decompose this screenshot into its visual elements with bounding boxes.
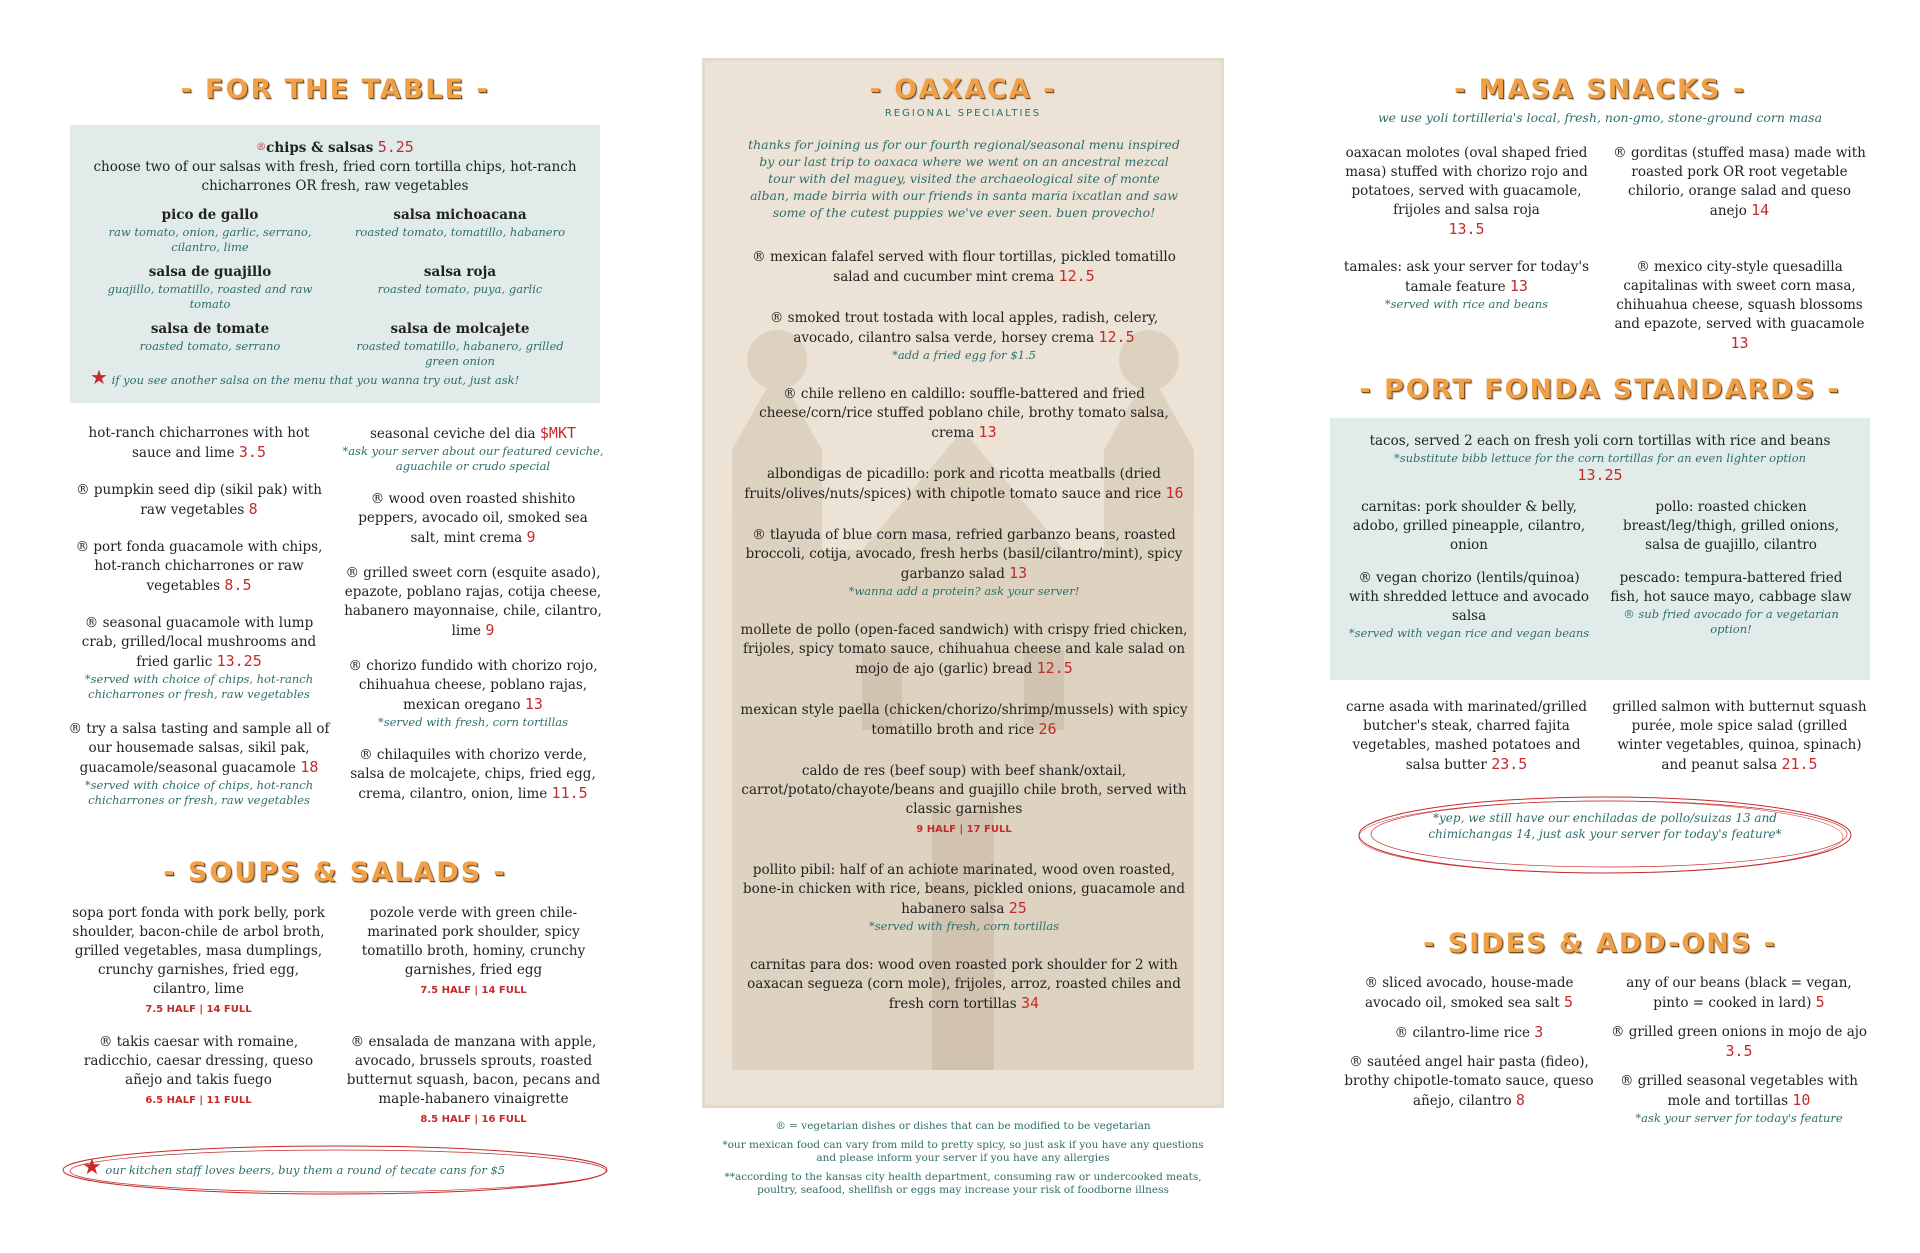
- enchiladas-note: *yep, we still have our enchiladas de pollo/suizas 13 and chimichangas 14, just ask your server for today's feature*: [1428, 811, 1782, 841]
- taco-filling: [1607, 569, 1855, 641]
- item-text: oaxacan molotes (oval shaped fried masa) stuffed with chorizo rojo and potatoes, served with guacamole, frijoles and salsa roja: [1345, 145, 1588, 218]
- menu-item: [740, 465, 1188, 504]
- item-text: seasonal ceviche del dia: [369, 426, 536, 442]
- item-price: 13: [1509, 277, 1528, 295]
- footer-line: *our mexican food can vary from mild to pretty spicy, so just ask if you have any questions and please inform your server if you have any allergies: [722, 1139, 1204, 1164]
- item-text: hot-ranch chicharrones with hot sauce and lime: [88, 425, 310, 461]
- menu-item: [342, 564, 604, 641]
- soup-item: [68, 1033, 329, 1129]
- item-text: mexican style paella (chicken/chorizo/shrimp/mussels) with spicy tomatillo broth and rice: [740, 702, 1188, 738]
- item-price: 23.5: [1491, 755, 1528, 773]
- salsa-item: [95, 206, 325, 255]
- item-text: ® port fonda guacamole with chips, hot-ranch chicharrones or raw vegetables: [75, 539, 323, 594]
- salsa-item: [95, 320, 325, 369]
- item-text: ® sliced avocado, house-made avocado oil, smoked sea salt: [1364, 975, 1574, 1011]
- salsa-desc: roasted tomatillo, habanero, grilled green onion: [356, 339, 564, 368]
- item-price: 11.5: [551, 784, 588, 802]
- side-item: [1338, 1053, 1600, 1111]
- menu-item: [740, 385, 1188, 443]
- star-icon: ★: [82, 1155, 102, 1180]
- item-price: 14: [1751, 201, 1770, 219]
- main-item: [1338, 698, 1595, 775]
- item-price: 5: [1815, 993, 1825, 1011]
- item-text: carnitas para dos: wood oven roasted pork shoulder for 2 with oaxacan segueza (corn mole), frijoles, arroz, roasted chiles and fresh corn tortillas: [747, 957, 1181, 1012]
- item-price: 3: [1534, 1023, 1544, 1041]
- salsa-name: salsa roja: [423, 264, 497, 280]
- item-text: caldo de res (beef soup) with beef shank/oxtail, carrot/potato/chayote/beans and guajillo chile broth, served with classic garnishes: [741, 763, 1187, 817]
- masa-item: [1611, 258, 1868, 354]
- menu-item: [740, 762, 1188, 839]
- item-text: tamales: ask your server for today's tamale feature: [1343, 259, 1590, 295]
- oaxaca-subtitle: REGIONAL SPECIALTIES: [884, 108, 1042, 119]
- item-text: pollito pibil: half of an achiote marinated, wood oven roasted, bone-in chicken with rice, beans, pickled onions, guacamole and habanero salsa: [743, 862, 1185, 917]
- menu-item: [740, 309, 1188, 363]
- menu-item: [342, 490, 604, 548]
- item-price: 3.5: [1725, 1042, 1753, 1060]
- item-price: 13.5: [1448, 220, 1485, 238]
- menu-item: [68, 424, 330, 463]
- taco-fillings-grid: [1345, 498, 1855, 641]
- item-price: 7.5 HALF | 14 FULL: [420, 985, 527, 996]
- menu-item: [740, 861, 1188, 934]
- chips-price: 5.25: [377, 138, 414, 156]
- item-text: ® mexico city-style quesadilla capitalinas with sweet corn masa, chihuahua cheese, squash blossoms and epazote, served with guacamole: [1614, 259, 1865, 332]
- item-text: ® sautéed angel hair pasta (fideo), brothy chipotle-tomato sauce, queso añejo, cilantro: [1344, 1054, 1594, 1109]
- salsa-desc: roasted tomato, tomatillo, habanero: [354, 225, 566, 239]
- salsa-name: pico de gallo: [161, 207, 259, 223]
- item-note: *substitute bibb lettuce for the corn tortillas for an even lighter option: [1393, 451, 1807, 465]
- menu-item: [740, 621, 1188, 679]
- taco-filling: [1345, 498, 1593, 555]
- item-note: *ask your server about our featured ceviche, aguachile or crudo special: [342, 444, 604, 473]
- footer-line: **according to the kansas city health department, consuming raw or undercooked meats, poultry, seafood, shellfish or eggs may increase your risk of foodborne illness: [724, 1171, 1202, 1196]
- item-price: 26: [1038, 720, 1057, 738]
- item-text: ® takis caesar with romaine, radicchio, caesar dressing, queso añejo and takis fuego: [83, 1034, 314, 1088]
- side-item: [1608, 1072, 1870, 1126]
- item-price: 12.5: [1098, 328, 1135, 346]
- salsa-desc: roasted tomato, serrano: [139, 339, 281, 353]
- salsa-item: [345, 263, 575, 312]
- item-price: 18: [300, 758, 319, 776]
- item-price: 9: [526, 528, 536, 546]
- item-text: ® gorditas (stuffed masa) made with roasted pork OR root vegetable chilorio, orange salad and queso anejo: [1613, 145, 1866, 219]
- menu-item: [740, 248, 1188, 287]
- item-text: ® grilled green onions in mojo de ajo: [1610, 1024, 1868, 1040]
- menu-item: [740, 701, 1188, 740]
- item-text: sopa port fonda with pork belly, pork shoulder, bacon-chile de arbol broth, grilled vegetables, masa dumplings, crunchy garnishes, fried egg, cilantro, lime: [72, 905, 325, 997]
- masa-item: [1611, 144, 1868, 240]
- item-text: mollete de pollo (open-faced sandwich) with crispy fried chicken, frijoles, spicy tomato sauce, chihuahua cheese and kale salad on mojo de ajo (garlic) bread: [740, 622, 1188, 677]
- star-icon: ★: [90, 365, 108, 389]
- item-text: tacos, served 2 each on fresh yoli corn tortillas with rice and beans: [1369, 433, 1831, 449]
- oaxaca-intro: thanks for joining us for our fourth regional/seasonal menu inspired by our last trip to oaxaca where we went on an ancestral mezcal tour with del maguey, visited the archaeological site of monte alban, made birria with our friends in santa maria ixcatlan and saw some of the cutest puppies we've ever seen. buen provecho!: [748, 137, 1180, 220]
- item-text: ® chilaquiles with chorizo verde, salsa de molcajete, chips, fried egg, crema, cilantro, onion, lime: [350, 747, 596, 802]
- taco-filling: [1607, 498, 1855, 555]
- item-price: 8.5 HALF | 16 FULL: [420, 1114, 527, 1125]
- item-text: ® cilantro-lime rice: [1394, 1025, 1530, 1041]
- item-price: 12.5: [1058, 267, 1095, 285]
- taco-filling: [1345, 569, 1593, 641]
- salsa-desc: guajillo, tomatillo, roasted and raw tomato: [107, 282, 313, 311]
- item-text: ® tlayuda of blue corn masa, refried garbanzo beans, roasted broccoli, cotija, avocado, fresh herbs (basil/cilantro/mint), spicy garbanzo salad: [745, 527, 1183, 582]
- item-price: 9: [485, 621, 495, 639]
- salsa-desc: raw tomato, onion, garlic, serrano, cilantro, lime: [108, 225, 312, 254]
- masa-grid: [1338, 144, 1868, 354]
- item-price: 8: [248, 500, 258, 518]
- menu-item: [68, 481, 330, 520]
- tacos-item: [1345, 432, 1855, 486]
- mains-grid: [1338, 698, 1868, 775]
- salsa-desc: roasted tomato, puya, garlic: [377, 282, 543, 296]
- item-price: 16: [1165, 484, 1184, 502]
- side-item: [1608, 974, 1870, 1013]
- item-price: 5: [1564, 993, 1574, 1011]
- item-text: any of our beans (black = vegan, pinto = cooked in lard): [1626, 975, 1852, 1011]
- item-note: *served with choice of chips, hot-ranch chicharrones or fresh, raw vegetables: [84, 672, 314, 701]
- sides-heading: - SIDES & ADD-ONS -: [1423, 928, 1777, 959]
- sides-col-a: [1338, 974, 1600, 1111]
- oaxaca-heading: - OAXACA -: [869, 74, 1057, 105]
- masa-snacks-heading: - MASA SNACKS -: [1454, 74, 1746, 105]
- salsa-item: [95, 263, 325, 312]
- chips-salsas-item: [90, 138, 580, 196]
- item-text: ® grilled seasonal vegetables with mole and tortillas: [1619, 1073, 1859, 1109]
- menu-item: [342, 746, 604, 804]
- item-price: 8: [1515, 1091, 1525, 1109]
- oaxaca-footer: [718, 1120, 1208, 1197]
- side-item: [1608, 1023, 1870, 1062]
- item-price: 13: [978, 423, 997, 441]
- soups-grid: [68, 904, 604, 1129]
- chips-desc: choose two of our salsas with fresh, fried corn tortilla chips, hot-ranch chicharrones OR fresh, raw vegetables: [93, 159, 577, 194]
- item-note: *served with rice and beans: [1384, 297, 1549, 311]
- menu-item: [68, 720, 330, 808]
- item-note: *served with choice of chips, hot-ranch chicharrones or fresh, raw vegetables: [84, 778, 314, 807]
- footer-line: ® = vegetarian dishes or dishes that can be modified to be vegetarian: [775, 1120, 1151, 1132]
- beer-note-text: our kitchen staff loves beers, buy them a round of tecate cans for $5: [105, 1163, 506, 1177]
- side-item: [1338, 974, 1600, 1013]
- masa-item: [1338, 144, 1595, 240]
- item-text: ® pumpkin seed dip (sikil pak) with raw vegetables: [76, 482, 322, 518]
- item-note: *ask your server for today's feature: [1635, 1111, 1843, 1125]
- item-price: 13: [524, 695, 543, 713]
- item-price: $MKT: [539, 424, 577, 442]
- salsa-note: [90, 365, 590, 389]
- item-price: 9 HALF | 17 FULL: [916, 824, 1012, 835]
- for-the-table-heading: - FOR THE TABLE -: [180, 74, 490, 105]
- item-text: ® smoked trout tostada with local apples, radish, celery, avocado, cilantro salsa verde, horsey crema: [769, 310, 1159, 346]
- item-note: *served with fresh, corn tortillas: [868, 919, 1060, 933]
- menu-item: [68, 538, 330, 596]
- item-price: 10: [1792, 1091, 1811, 1109]
- menu-item: [342, 657, 604, 730]
- item-text: ® ensalada de manzana with apple, avocado, brussels sprouts, roasted butternut squash, bacon, pecans and maple-habanero vinaigrette: [346, 1034, 601, 1107]
- item-price: 8.5: [224, 576, 252, 594]
- table-items-col-b: [342, 424, 604, 804]
- item-price: 21.5: [1781, 755, 1818, 773]
- menu-item: [68, 614, 330, 702]
- item-note: *served with fresh, corn tortillas: [377, 715, 569, 729]
- menu-item: [740, 956, 1188, 1014]
- table-items-col-a: [68, 424, 330, 808]
- sides-col-b: [1608, 974, 1870, 1126]
- item-price: 13: [1730, 334, 1749, 352]
- item-price: 13.25: [216, 652, 262, 670]
- item-text: ® vegan chorizo (lentils/quinoa) with shredded lettuce and avocado salsa: [1348, 570, 1590, 624]
- item-text: ® seasonal guacamole with lump crab, grilled/local mushrooms and fried garlic: [81, 615, 317, 670]
- salsa-name: salsa de tomate: [150, 321, 270, 337]
- item-price: 3.5: [238, 443, 266, 461]
- chips-name: chips & salsas: [266, 140, 374, 156]
- main-item: [1611, 698, 1868, 775]
- salsa-item: [345, 206, 575, 255]
- item-price: 13.25: [1577, 466, 1623, 484]
- masa-item: [1338, 258, 1595, 354]
- item-price: 7.5 HALF | 14 FULL: [145, 1004, 252, 1015]
- item-note: *served with vegan rice and vegan beans: [1348, 626, 1590, 640]
- menu-item: [342, 424, 604, 474]
- item-text: pozole verde with green chile-marinated pork shoulder, spicy tomatillo broth, hominy, crunchy garnishes, fried egg: [361, 905, 586, 978]
- item-note: *add a fried egg for $1.5: [892, 348, 1036, 362]
- item-text: pescado: tempura-battered fried fish, hot sauce mayo, cabbage slaw: [1610, 570, 1852, 605]
- salsa-item: [345, 320, 575, 369]
- item-text: grilled salmon with butternut squash purée, mole spice salad (grilled winter vegetables, quinoa, spinach) and peanut salsa: [1612, 699, 1867, 773]
- item-text: pollo: roasted chicken breast/leg/thigh, grilled onions, salsa de guajillo, cilantro: [1622, 499, 1840, 553]
- item-text: ® wood oven roasted shishito peppers, avocado oil, smoked sea salt, mint crema: [358, 491, 588, 546]
- salsa-name: salsa de guajillo: [148, 264, 272, 280]
- item-price: 34: [1021, 994, 1040, 1012]
- item-text: ® chile relleno en caldillo: souffle-battered and fried cheese/corn/rice stuffed poblano chile, brothy tomato salsa, crema: [759, 386, 1169, 441]
- item-price: 25: [1008, 899, 1027, 917]
- item-text: ® mexican falafel served with flour tortillas, pickled tomatillo salad and cucumber mint crema: [752, 249, 1176, 285]
- menu-item: [740, 526, 1188, 599]
- side-item: [1338, 1023, 1600, 1043]
- masa-note: we use yoli tortilleria's local, fresh, non-gmo, stone-ground corn masa: [1377, 110, 1823, 125]
- item-text: carne asada with marinated/grilled butcher's steak, charred fajita vegetables, mashed potatoes and salsa butter: [1346, 699, 1587, 773]
- item-note: *wanna add a protein? ask your server!: [848, 584, 1080, 598]
- beer-note: [82, 1155, 602, 1180]
- soup-item: [68, 904, 329, 1019]
- item-text: ® chorizo fundido with chorizo rojo, chihuahua cheese, poblano rajas, mexican oregano: [348, 658, 598, 713]
- item-text: albondigas de picadillo: pork and ricotta meatballs (dried fruits/olives/nuts/spices) with chipotle tomato sauce and rice: [744, 466, 1162, 502]
- soups-salads-heading: - SOUPS & SALADS -: [163, 857, 507, 888]
- item-price: 6.5 HALF | 11 FULL: [145, 1095, 252, 1106]
- item-price: 12.5: [1036, 659, 1073, 677]
- port-fonda-standards-heading: - PORT FONDA STANDARDS -: [1359, 374, 1841, 405]
- item-price: 13: [1009, 564, 1028, 582]
- salsa-name: salsa michoacana: [393, 207, 527, 223]
- item-text: ® try a salsa tasting and sample all of our housemade salsas, sikil pak, guacamole/seasonal guacamole: [68, 721, 330, 776]
- veg-mark: ®: [256, 142, 267, 153]
- item-note: ® sub fried avocado for a vegetarian option!: [1623, 607, 1839, 636]
- soup-item: [343, 904, 604, 1019]
- soup-item: [343, 1033, 604, 1129]
- salsa-grid: [95, 206, 575, 369]
- item-text: carnitas: pork shoulder & belly, adobo, grilled pineapple, cilantro, onion: [1352, 499, 1586, 553]
- salsa-name: salsa de molcajete: [390, 321, 530, 337]
- item-text: ® grilled sweet corn (esquite asado), epazote, poblano rajas, cotija cheese, habanero mayonnaise, chile, cilantro, lime: [344, 565, 602, 639]
- salsa-note-text: if you see another salsa on the menu that you wanna try out, just ask!: [111, 373, 520, 387]
- oaxaca-items: [740, 248, 1188, 1014]
